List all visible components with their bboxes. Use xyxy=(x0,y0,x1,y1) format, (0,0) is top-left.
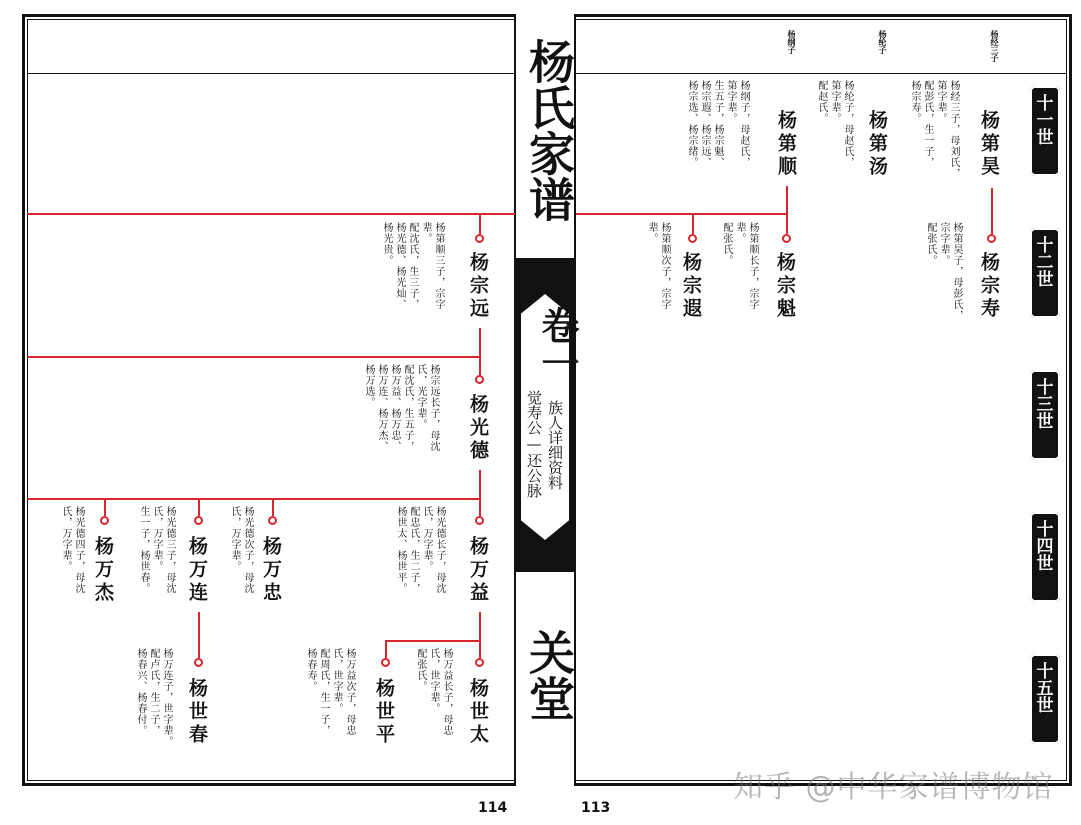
page-number-right: 113 xyxy=(581,800,611,816)
person-name: 杨第昊 xyxy=(978,110,1000,179)
person-desc: 杨宗远长子，母沈 氏，光字辈。 配沈氏，生五子， 杨万益、杨万忠、 杨万连、杨万杰、 杨万选。 xyxy=(363,364,439,452)
link-line xyxy=(479,356,481,376)
person-name: 杨宗远 xyxy=(467,252,489,321)
watermark-text: 知乎 @中华家谱博物馆 xyxy=(733,770,1054,805)
book-spine xyxy=(514,14,580,786)
person-name: 杨宗寿 xyxy=(978,252,1000,321)
person-name: 杨世太 xyxy=(467,678,489,747)
person-name: 杨世平 xyxy=(373,678,395,747)
person-desc: 杨第顺三子，宗字 辈。 配沈氏，生三子， 杨光德、杨光灿、 杨光贵。 xyxy=(381,222,444,310)
person-name: 杨万连 xyxy=(186,536,208,605)
node-marker xyxy=(475,658,484,667)
generation-label-15: 十五世 xyxy=(1030,654,1060,744)
person-desc: 杨第顺次子，宗字 辈。 xyxy=(646,222,670,310)
node-marker xyxy=(194,516,203,525)
header-label: 杨经三子 xyxy=(990,30,999,62)
link-line xyxy=(479,498,481,516)
link-line xyxy=(786,213,788,234)
sibling-line xyxy=(385,640,481,642)
person-desc: 杨第顺长子，宗字 辈。 配张氏。 xyxy=(721,222,758,310)
header-label: 杨纶子 xyxy=(878,30,887,54)
generation-label-11: 十一世 xyxy=(1030,86,1060,176)
sibling-line xyxy=(576,213,788,215)
spine-subtitle-right: 族人详细资料 xyxy=(546,400,564,490)
generation-label-14: 十四世 xyxy=(1030,512,1060,602)
node-marker xyxy=(381,658,390,667)
hall-name: 关堂 xyxy=(522,629,576,721)
person-desc: 杨第昊子，母彭氏， 宗字辈。 配张氏。 xyxy=(925,222,962,321)
link-line xyxy=(786,186,788,214)
node-marker xyxy=(688,234,697,243)
link-line xyxy=(479,213,481,234)
node-marker xyxy=(194,658,203,667)
person-desc: 杨光德次子，母沈 氏，万字辈。 xyxy=(229,506,253,594)
person-name: 杨第顺 xyxy=(775,110,797,179)
sibling-line xyxy=(27,213,515,215)
person-name: 杨世春 xyxy=(186,678,208,747)
link-line xyxy=(692,213,694,234)
spine-subtitle-left: 觉寿公—还公脉 xyxy=(525,390,543,498)
link-line xyxy=(479,640,481,658)
link-line xyxy=(479,470,481,498)
node-marker xyxy=(475,234,484,243)
person-desc: 杨纲子，母赵氏， 第字辈。 生五子，杨宗魁、 杨宗遐、杨宗远、 杨宗选、杨宗绪。 xyxy=(686,80,749,168)
person-desc: 杨万益次子，母忠 氏，世字辈。 配周氏，生一子， 杨春寿。 xyxy=(305,648,355,736)
link-line xyxy=(272,498,274,516)
node-marker xyxy=(475,516,484,525)
person-name: 杨万杰 xyxy=(92,536,114,605)
node-marker xyxy=(100,516,109,525)
sibling-line xyxy=(27,498,481,500)
link-line xyxy=(198,498,200,516)
link-line xyxy=(198,612,200,658)
node-marker xyxy=(987,234,996,243)
sibling-line xyxy=(27,356,481,358)
person-desc: 杨纶子，母赵氏， 第字辈。 配赵氏。 xyxy=(816,80,853,168)
generation-label-13: 十三世 xyxy=(1030,370,1060,460)
right-header-rule xyxy=(576,73,1066,74)
person-desc: 杨光德长子，母沈 氏，万字辈。 配忠氏，生二子， 杨世太、杨世平。 xyxy=(395,506,445,594)
person-desc: 杨光德四子，母沈 氏，万字辈。 xyxy=(60,506,84,594)
person-name: 杨宗遐 xyxy=(680,252,702,321)
link-line xyxy=(479,612,481,640)
node-marker xyxy=(268,516,277,525)
person-desc: 杨光德三子，母沈 氏，万字辈。 生一子，杨世春。 xyxy=(138,506,175,594)
person-name: 杨第汤 xyxy=(866,110,888,179)
person-name: 杨万益 xyxy=(467,536,489,605)
person-name: 杨光德 xyxy=(467,394,489,463)
link-line xyxy=(104,498,106,516)
node-marker xyxy=(782,234,791,243)
person-desc: 杨万益长子，母忠 氏，世字辈。 配张氏。 xyxy=(415,648,452,736)
link-line xyxy=(385,640,387,658)
person-desc: 杨万连子，世字辈。 配卢氏，生二子， 杨春兴、杨春付。 xyxy=(135,648,172,747)
header-label: 杨纲子 xyxy=(787,30,796,54)
page-number-left: 114 xyxy=(478,800,508,816)
volume-plaque xyxy=(519,272,580,562)
node-marker xyxy=(475,375,484,384)
generation-label-12: 十二世 xyxy=(1030,228,1060,318)
person-name: 杨宗魁 xyxy=(774,252,796,321)
person-name: 杨万忠 xyxy=(260,536,282,605)
left-header-rule xyxy=(27,73,515,74)
person-desc: 杨经三子，母刘氏， 第字辈。 配彭氏，生一子， 杨宗寿。 xyxy=(909,80,959,179)
spine-title: 杨氏家谱 xyxy=(522,38,576,222)
link-line xyxy=(479,328,481,356)
volume-label: 卷一 xyxy=(535,306,580,382)
link-line xyxy=(991,188,993,234)
